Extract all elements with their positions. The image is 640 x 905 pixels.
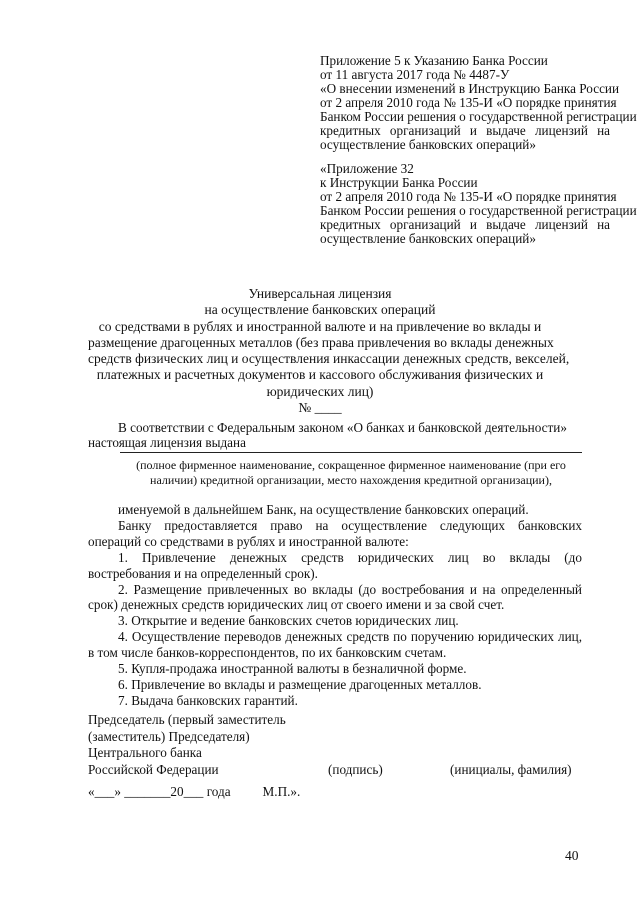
title-line: юридических лиц) (266, 383, 374, 399)
appendix-line: кредитных организаций и выдаче лицензий на (320, 217, 610, 232)
license-number: № ____ (298, 400, 342, 416)
fill-in-hint (120, 458, 582, 488)
appendix-line: Банком России решения о государственной регистрации (320, 203, 637, 218)
grant-line: Банку предоставляется право на осуществление следующих банковских (118, 517, 582, 533)
appendix-header (320, 53, 637, 152)
operation-item-4-cont: в том числе банков-корреспондентов, по их банковским счетам. (88, 645, 447, 661)
initials-caption: (инициалы, фамилия) (450, 761, 572, 777)
appendix-line: к Инструкции Банка России (320, 175, 478, 190)
grant-line: операций со средствами в рублях и иностранной валюте: (88, 533, 409, 549)
operation-item-7: 7. Выдача банковских гарантий. (118, 692, 298, 708)
hint-line: (полное фирменное наименование, сокращенное фирменное наименование (при его (136, 458, 566, 472)
title-line: на осуществление банковских операций (204, 302, 436, 318)
intro-line: В соответствии с Федеральным законом «О банках и банковской деятельности» (118, 420, 567, 435)
operation-item-1-cont: востребования и на определенный срок). (88, 565, 318, 581)
hint-line: наличии) кредитной организации, место нахождения кредитной организации), (150, 473, 552, 487)
operation-item-5: 5. Купля-продажа иностранной валюты в безналичной форме. (118, 661, 467, 677)
header-line: Приложение 5 к Указанию Банка России (320, 53, 548, 68)
intro-paragraph (88, 420, 582, 450)
signatory-line: Российской Федерации (88, 761, 219, 777)
license-title (88, 286, 570, 416)
operation-item-6: 6. Привлечение во вклады и размещение драгоценных металлов. (118, 676, 482, 692)
header-line: Банком России решения о государственной регистрации (320, 109, 637, 124)
date-line (88, 784, 300, 800)
fill-in-rule (120, 452, 582, 453)
header-line: от 11 августа 2017 года № 4487-У (320, 67, 510, 82)
stamp-place: М.П.». (262, 784, 301, 799)
header-line: «О внесении изменений в Инструкцию Банка России (320, 81, 620, 96)
operation-item-3: 3. Открытие и ведение банковских счетов юридических лиц. (118, 613, 459, 629)
date-field: «___» _______20___ года (88, 784, 231, 799)
page-number: 40 (565, 848, 579, 863)
signature-caption: (подпись) (328, 761, 383, 777)
title-line: размещение драгоценных металлов (без права привлечения во вклады денежных (88, 334, 554, 350)
signatory-line: Председатель (первый заместитель (88, 712, 286, 727)
signatory-line: (заместитель) Председателя) (88, 728, 250, 744)
title-line: Универсальная лицензия (248, 286, 392, 301)
appendix-line: осуществление банковских операций» (320, 231, 536, 246)
appendix-line: от 2 апреля 2010 года № 135-И «О порядке принятия (320, 189, 617, 204)
title-line: платежных и расчетных документов и кассового обслуживания физических и (96, 367, 544, 383)
operation-item-2: 2. Размещение привлеченных во вклады (до востребования и на определенный (118, 581, 582, 597)
header-line: кредитных организаций и выдаче лицензий на (320, 123, 610, 138)
operation-item-4: 4. Осуществление переводов денежных средств по поручению юридических лиц, (118, 629, 582, 645)
title-line: средств физических лиц и осуществления инкассации денежных средств, векселей, (88, 351, 570, 367)
license-body (88, 502, 582, 709)
named-line: именуемой в дальнейшем Банк, на осуществление банковских операций. (118, 502, 529, 517)
header-line: от 2 апреля 2010 года № 135-И «О порядке принятия (320, 95, 617, 110)
appendix-32-header (320, 161, 637, 246)
title-line: со средствами в рублях и иностранной валюте и на привлечение во вклады и (98, 318, 542, 334)
appendix-line: «Приложение 32 (320, 161, 414, 176)
signatory-line: Центрального банка (88, 745, 202, 760)
operation-item-2-cont: срок) денежных средств юридических лиц от своего имени и за свой счет. (88, 597, 505, 613)
signature-block (88, 712, 582, 778)
operation-item-1: 1. Привлечение денежных средств юридических лиц во вклады (до (118, 549, 582, 565)
header-line: осуществление банковских операций» (320, 137, 536, 152)
intro-line: настоящая лицензия выдана (88, 435, 246, 450)
